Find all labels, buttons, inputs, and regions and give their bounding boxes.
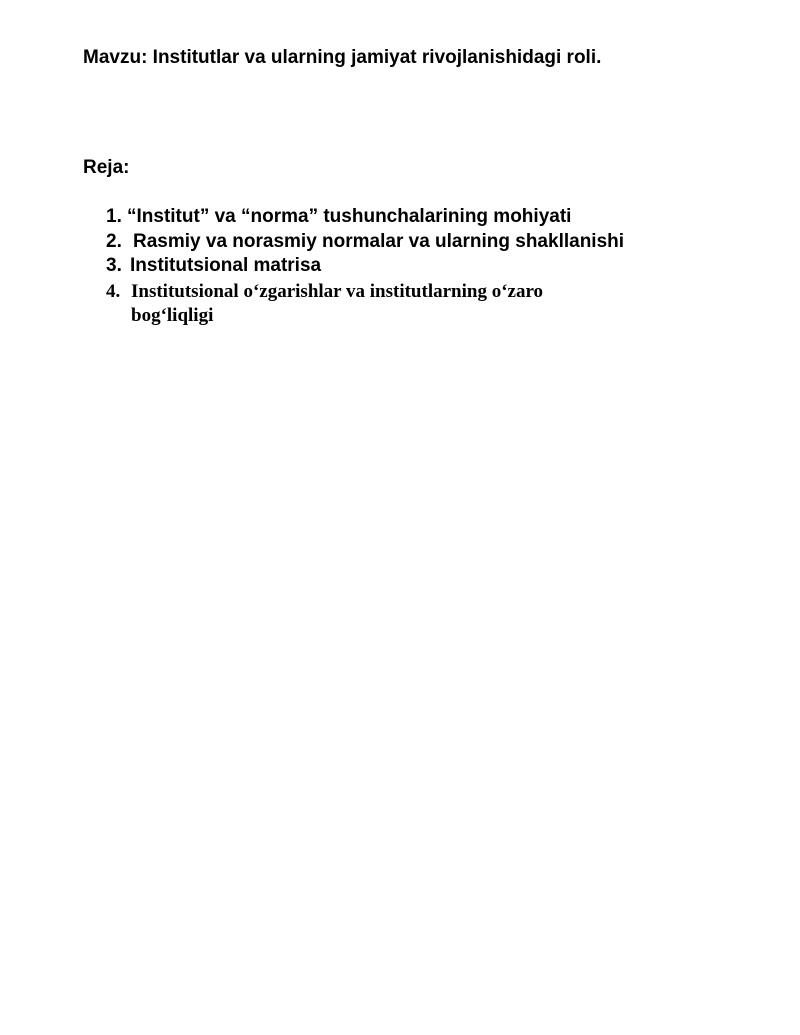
plan-item-text: Rasmiy va norasmiy normalar va ularning shakllanishi — [133, 231, 625, 252]
page-title: Mavzu: Institutlar va ularning jamiyat rivojlanishidagi roli. — [83, 47, 602, 68]
plan-heading: Reja: — [83, 157, 130, 178]
plan-item-text: “Institut” va “norma” tushunchalarining mohiyati — [127, 206, 572, 227]
plan-list — [0, 205, 800, 329]
plan-item — [0, 254, 800, 279]
plan-item-number: 1. — [106, 206, 122, 227]
plan-item — [0, 230, 800, 254]
plan-item-text: Institutsional matrisa — [130, 255, 322, 276]
plan-item-text: Institutsional o‘zgarishlar va institutlarning o‘zaro bog‘liqligi — [131, 281, 544, 326]
plan-item-number: 4. — [106, 281, 121, 302]
plan-item — [0, 205, 800, 230]
plan-item — [0, 279, 800, 329]
plan-item-number: 3. — [106, 255, 122, 276]
plan-item-number: 2. — [106, 231, 122, 252]
